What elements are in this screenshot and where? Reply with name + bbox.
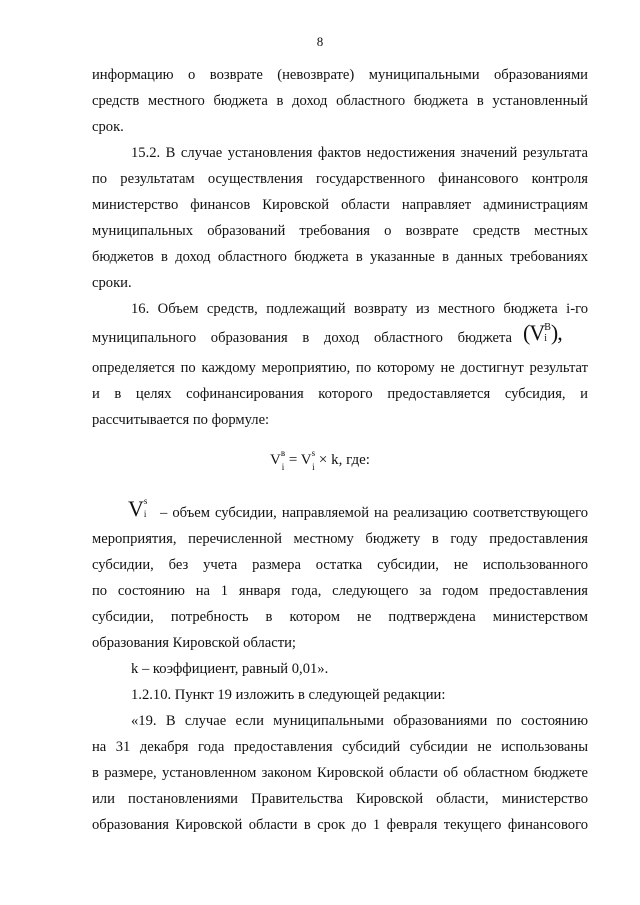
text-line: образования Кировской области в срок до 1 февраля текущего финансового <box>92 817 588 833</box>
text-line: муниципальных образований требования о возврате средств местных <box>92 223 588 239</box>
inline-sup-b: B <box>544 322 551 333</box>
formula-sub-i: i <box>281 462 285 472</box>
formula-equals: = <box>288 452 298 468</box>
def-sub-i: i <box>143 509 147 519</box>
paragraph-16-start: 16. Объем средств, подлежащий возврату из местного бюджета i-го <box>131 301 588 317</box>
text-line: k – коэффициент, равный 0,01». <box>131 661 329 677</box>
def-v: V <box>128 496 144 521</box>
inline-open-paren: ( <box>523 320 530 345</box>
text-line: информацию о возврате (невозврате) муниципальными образованиями <box>92 67 588 83</box>
text-line: по состоянию на 1 января года, следующего за годом предоставления <box>92 583 588 599</box>
text-line: определяется по каждому мероприятию, по которому не достигнут результат <box>92 360 588 376</box>
formula-v-left: V <box>270 452 281 468</box>
text-line: мероприятия, перечисленной местному бюджету в году предоставления <box>92 531 588 547</box>
formula-rest: × k, где: <box>318 452 370 468</box>
text-line: образования Кировской области; <box>92 635 296 651</box>
paragraph-15-2-start: 15.2. В случае установления фактов недостижения значений результата <box>131 145 588 161</box>
text-line: в размере, установленном законом Кировской области об областном бюджете <box>92 765 588 781</box>
text-line: министерство финансов Кировской области направляет администрациям <box>92 197 588 213</box>
formula-sup-s: s <box>311 448 316 458</box>
text-line: на 31 декабря года предоставления субсидий субсидии не использованы <box>92 739 588 755</box>
text-line: субсидии, без учета размера остатка субсидии, не использованного <box>92 557 588 573</box>
text-line-content: муниципального образования в доход областного бюджета <box>92 330 512 346</box>
formula-v-right: V <box>300 452 312 468</box>
inline-sub-i: i <box>544 333 547 344</box>
inline-formula-symbol <box>523 316 562 350</box>
formula-sup-b: в <box>280 448 286 458</box>
def-sup-s: s <box>143 496 148 506</box>
text-line: и в целях софинансирования которого предоставляется субсидия, и <box>92 386 588 402</box>
text-line: субсидии, потребность в котором не подтверждена министерством <box>92 609 588 625</box>
text-line: или постановлениями Правительства Кировской области, министерство <box>92 791 588 807</box>
text-line <box>92 325 512 351</box>
inline-v: V <box>529 320 545 345</box>
text-line: – объем субсидии, направляемой на реализацию соответствующего <box>160 505 588 521</box>
text-line: срок. <box>92 119 124 135</box>
text-line: 1.2.10. Пункт 19 изложить в следующей редакции: <box>131 687 446 703</box>
text-line: средств местного бюджета в доход областного бюджета в установленный <box>92 93 588 109</box>
definition-symbol <box>128 494 147 524</box>
text-line: сроки. <box>92 275 132 291</box>
page-number: 8 <box>316 34 324 49</box>
text-line: бюджетов в доход областного бюджета в указанные в данных требованиях <box>92 249 588 265</box>
formula <box>0 448 640 472</box>
text-line: по результатам осуществления государственного финансового контроля <box>92 171 588 187</box>
inline-close-paren: ), <box>550 320 562 345</box>
formula-sub-i-2: i <box>312 462 315 472</box>
paragraph-19-start: «19. В случае если муниципальными образованиями по состоянию <box>131 713 588 729</box>
text-line: рассчитывается по формуле: <box>92 412 270 428</box>
